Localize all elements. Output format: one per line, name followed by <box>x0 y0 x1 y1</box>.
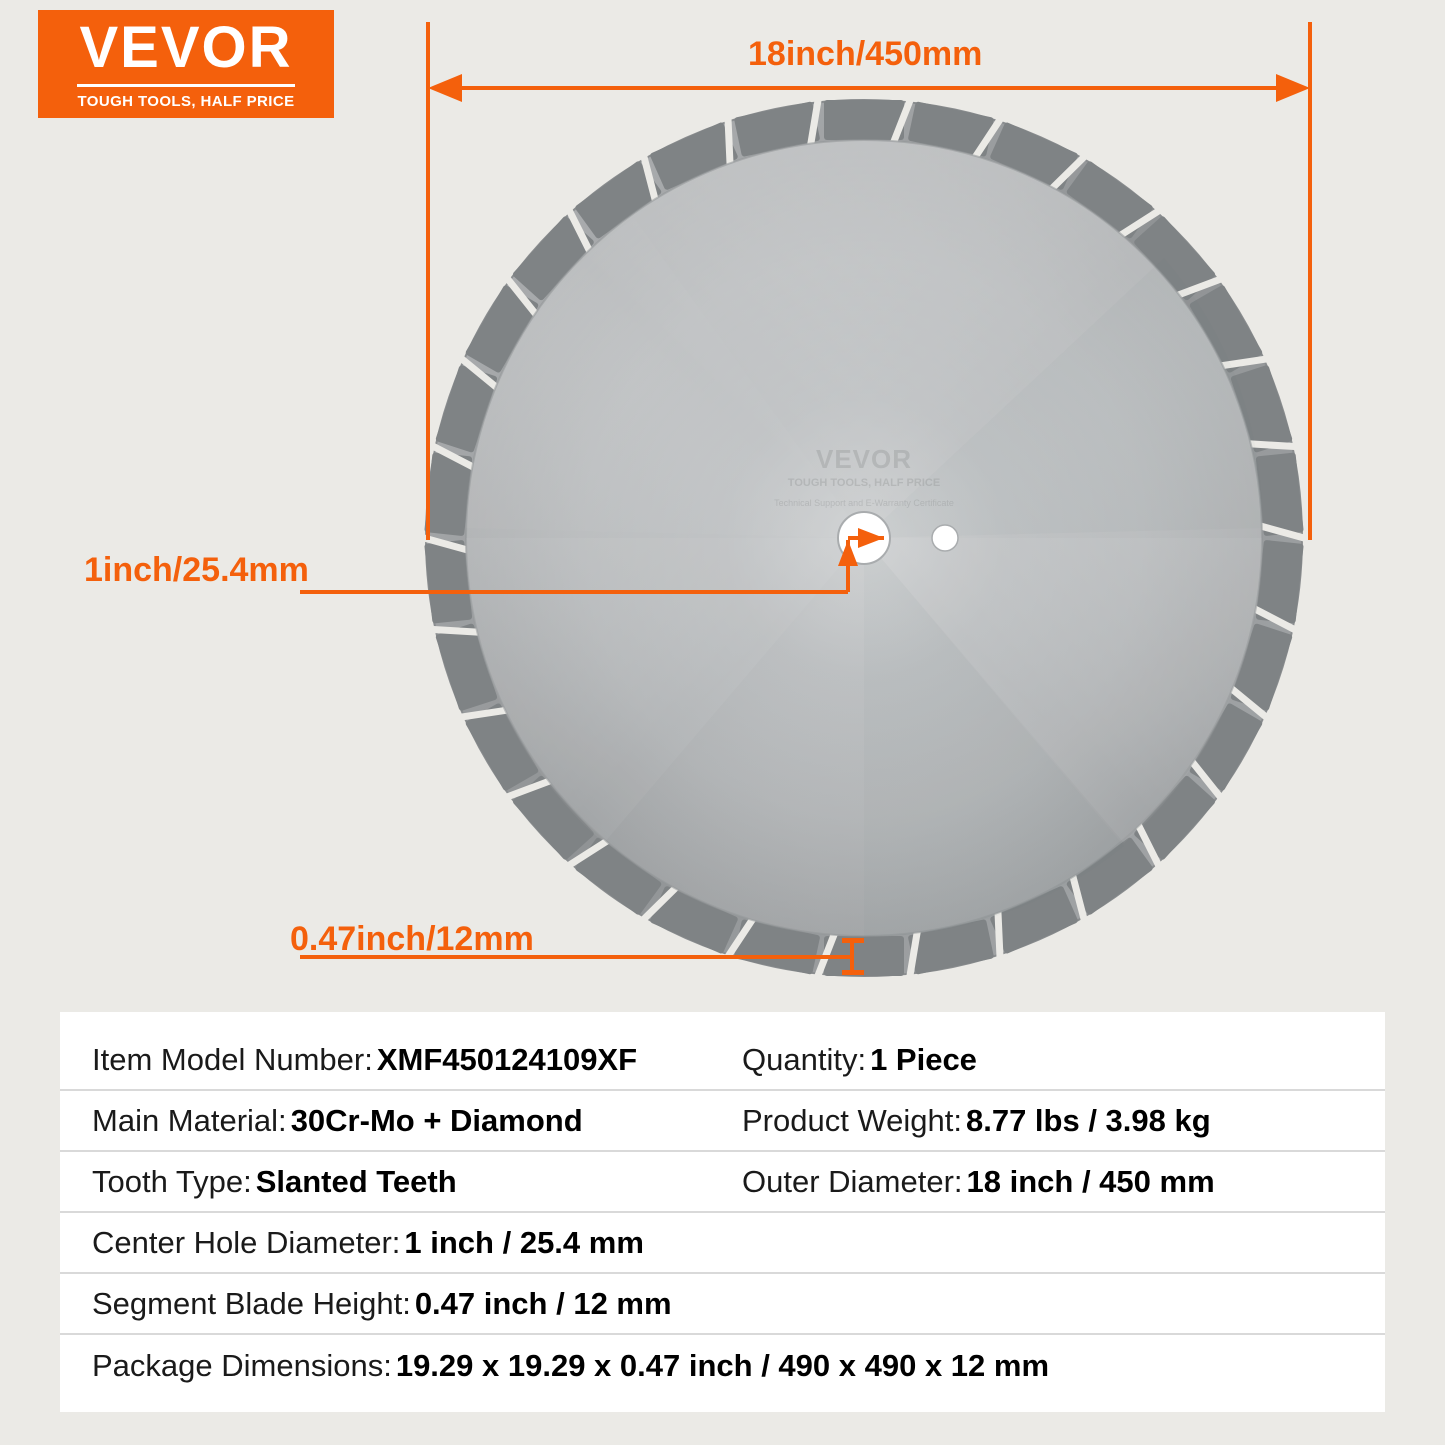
spec-tooth-type <box>92 1164 742 1200</box>
spec-key: Item Model Number: <box>92 1041 373 1077</box>
spec-key: Package Dimensions: <box>92 1347 392 1383</box>
spec-key: Outer Diameter: <box>742 1163 963 1199</box>
logo-divider <box>77 84 295 87</box>
spec-item-model-number <box>92 1042 742 1078</box>
spec-main-material <box>92 1103 742 1139</box>
dimension-segment-height-label: 0.47inch/12mm <box>290 920 534 958</box>
specifications-table <box>60 1012 1385 1412</box>
dimension-center-hole-label: 1inch/25.4mm <box>84 551 309 589</box>
spec-key: Main Material: <box>92 1102 287 1138</box>
spec-key: Center Hole Diameter: <box>92 1224 401 1260</box>
svg-text:TOUGH TOOLS, HALF PRICE: TOUGH TOOLS, HALF PRICE <box>787 477 941 489</box>
brand-logo <box>38 10 334 118</box>
brand-tagline: TOUGH TOOLS, HALF PRICE <box>77 92 295 110</box>
spec-value: 1 inch / 25.4 mm <box>404 1224 644 1260</box>
product-image-saw-blade <box>424 98 1304 978</box>
spec-value: 18 inch / 450 mm <box>966 1163 1215 1199</box>
svg-text:VEVOR: VEVOR <box>815 444 913 474</box>
spec-value: 19.29 x 19.29 x 0.47 inch / 490 x 490 x 12 mm <box>395 1347 1050 1383</box>
spec-package-dimensions <box>92 1348 1353 1384</box>
saw-blade-illustration <box>424 98 1304 978</box>
spec-key: Quantity: <box>742 1041 867 1077</box>
table-row <box>60 1030 1385 1091</box>
spec-key: Tooth Type: <box>92 1163 252 1199</box>
table-row <box>60 1152 1385 1213</box>
table-row <box>60 1091 1385 1152</box>
dimension-outer-diameter-label: 18inch/450mm <box>748 35 983 73</box>
table-row <box>60 1213 1385 1274</box>
spec-center-hole-diameter <box>92 1225 1353 1261</box>
spec-value: 8.77 lbs / 3.98 kg <box>965 1102 1211 1138</box>
spec-key: Segment Blade Height: <box>92 1285 411 1321</box>
table-row <box>60 1274 1385 1335</box>
spec-outer-diameter <box>742 1164 1353 1200</box>
spec-segment-blade-height <box>92 1286 1353 1322</box>
brand-name: VEVOR <box>79 14 293 80</box>
spec-value: 1 Piece <box>870 1041 977 1077</box>
spec-quantity <box>742 1042 1353 1078</box>
table-row <box>60 1335 1385 1396</box>
spec-key: Product Weight: <box>742 1102 962 1138</box>
spec-value: XMF450124109XF <box>376 1041 638 1077</box>
svg-text:Technical Support and E-Warran: Technical Support and E-Warranty Certificate <box>774 498 954 508</box>
spec-product-weight <box>742 1103 1353 1139</box>
spec-value: 30Cr-Mo + Diamond <box>290 1102 583 1138</box>
spec-value: 0.47 inch / 12 mm <box>414 1285 672 1321</box>
spec-value: Slanted Teeth <box>255 1163 457 1199</box>
